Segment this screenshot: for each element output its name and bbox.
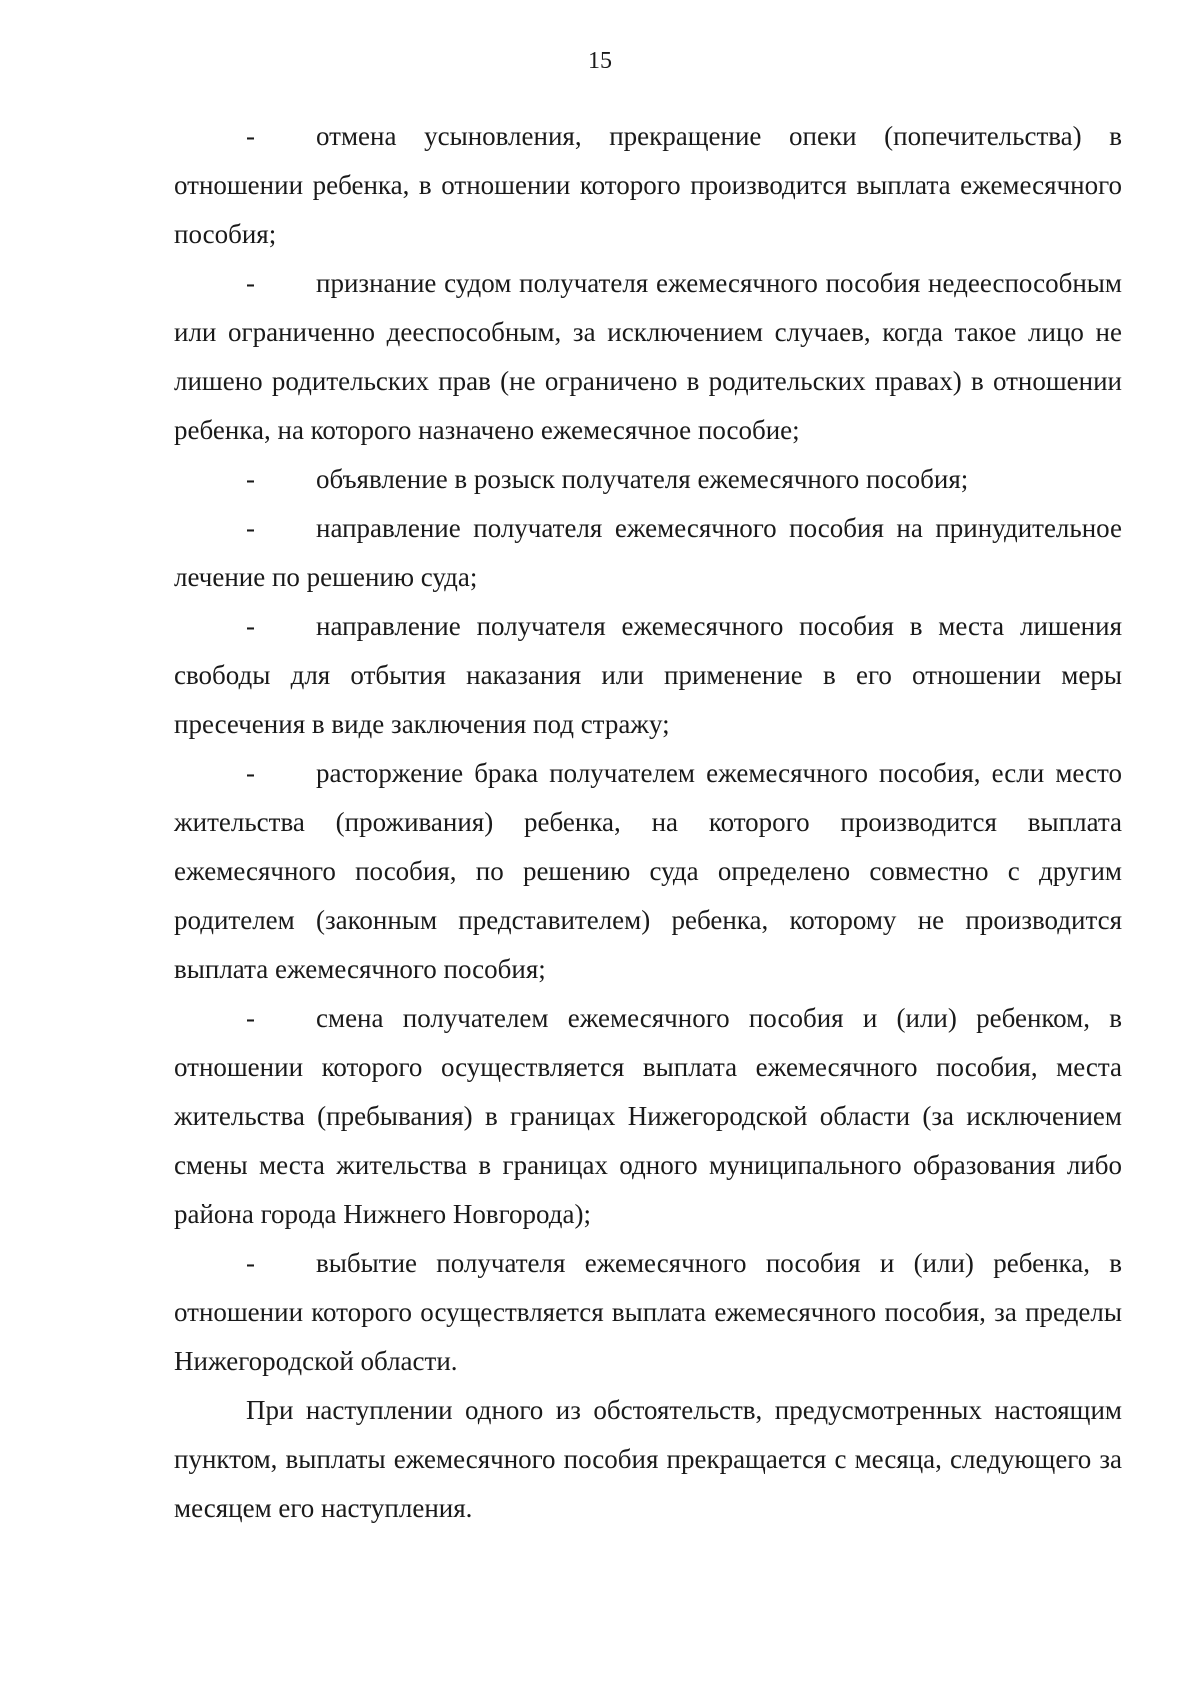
list-item-text: выбытие получателя ежемесячного пособия и (или) ребенка, в отношении которого осуществляется выплата ежемесячного пособия, за пределы Нижегородской области.: [174, 1248, 1122, 1376]
list-item: [174, 749, 1122, 994]
list-item: [174, 259, 1122, 455]
list-item-text: объявление в розыск получателя ежемесячного пособия;: [316, 464, 969, 494]
list-dash: -: [246, 758, 255, 788]
list-item-text: отмена усыновления, прекращение опеки (попечительства) в отношении ребенка, в отношении которого производится выплата ежемесячного пособия;: [174, 121, 1122, 249]
list-item-text: признание судом получателя ежемесячного пособия недееспособным или ограниченно дееспособным, за исключением случаев, когда такое лицо не лишено родительских прав (не ограничено в родительских правах) в отношении ребенка, на которого назначено ежемесячное пособие;: [174, 268, 1122, 445]
list-dash: -: [246, 1248, 255, 1278]
list-item-text: направление получателя ежемесячного пособия в места лишения свободы для отбытия наказания или применение в его отношении меры пресечения в виде заключения под стражу;: [174, 611, 1122, 739]
list-dash: -: [246, 268, 255, 298]
list-item: [174, 455, 1122, 504]
list-dash: -: [246, 464, 255, 494]
page-number: 15: [588, 48, 612, 74]
list-dash: -: [246, 611, 255, 641]
list-dash: -: [246, 513, 255, 543]
list-item: [174, 602, 1122, 749]
list-item: [174, 1239, 1122, 1386]
list-item: [174, 994, 1122, 1239]
list-item: [174, 504, 1122, 602]
list-dash: -: [246, 121, 255, 151]
list-item-text: смена получателем ежемесячного пособия и (или) ребенком, в отношении которого осуществляется выплата ежемесячного пособия, места жительства (пребывания) в границах Нижегородской области (за исключением смены места жительства в границах одного муниципального образования либо района города Нижнего Новгорода);: [174, 1003, 1122, 1229]
list-item-text: направление получателя ежемесячного пособия на принудительное лечение по решению суда;: [174, 513, 1122, 592]
closing-paragraph: При наступлении одного из обстоятельств, предусмотренных настоящим пунктом, выплаты ежемесячного пособия прекращается с месяца, следующего за месяцем его наступления.: [174, 1395, 1122, 1523]
document-body: [174, 112, 1122, 1533]
list-item: [174, 112, 1122, 259]
list-dash: -: [246, 1003, 255, 1033]
list-item-text: расторжение брака получателем ежемесячного пособия, если место жительства (проживания) ребенка, на которого производится выплата ежемесячного пособия, по решению суда определено совместно с другим родителем (законным представителем) ребенка, которому не производится выплата ежемесячного пособия;: [174, 758, 1122, 984]
